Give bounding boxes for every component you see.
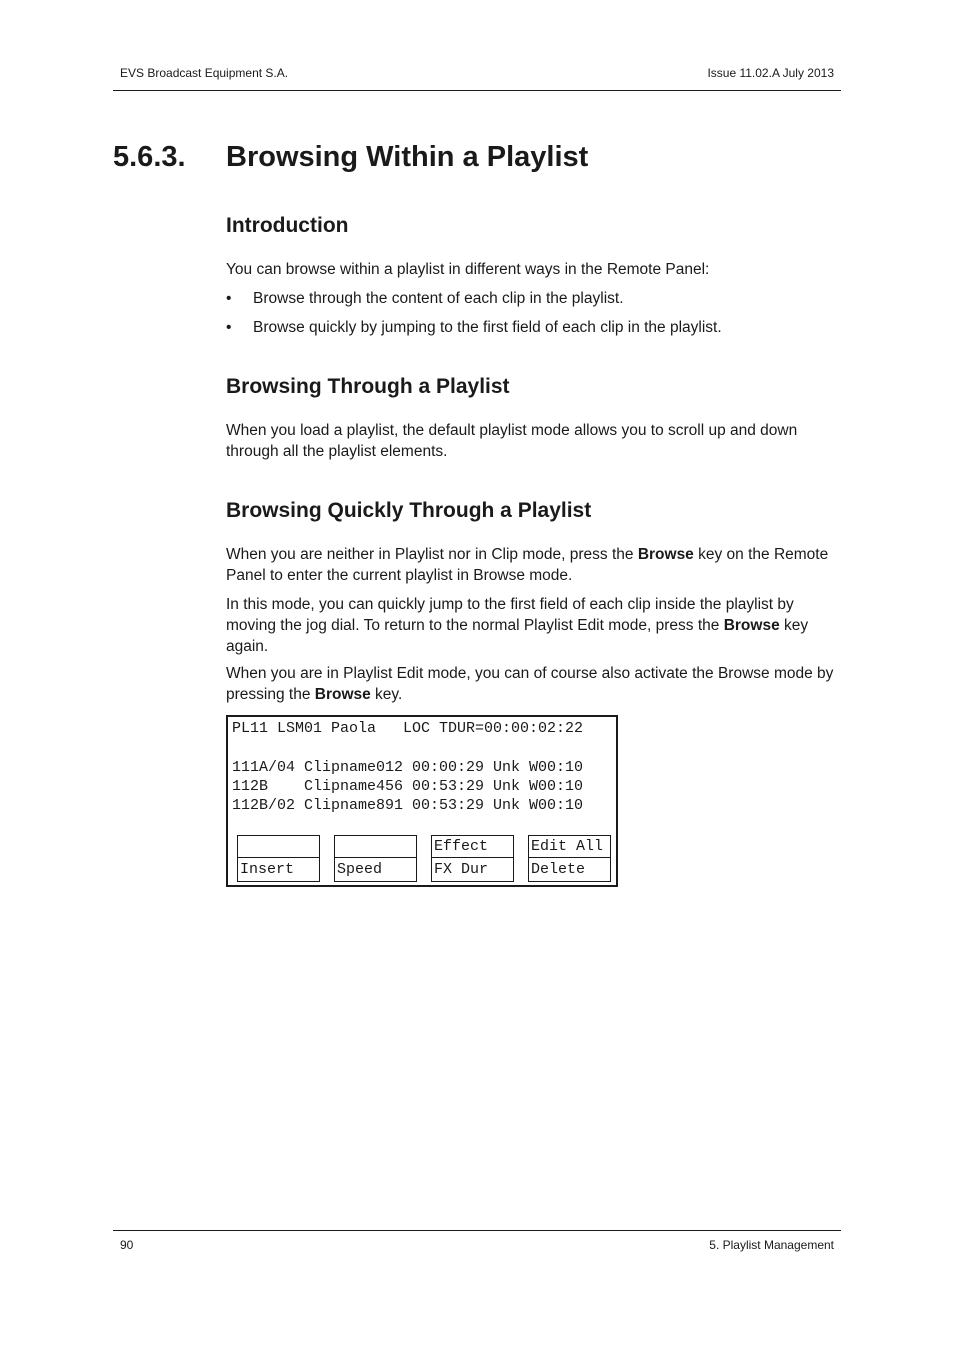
- header-rule: [113, 90, 841, 91]
- section-number: 5.6.3.: [113, 141, 186, 173]
- section-title: Browsing Within a Playlist: [226, 141, 589, 173]
- header-company: EVS Broadcast Equipment S.A.: [120, 66, 289, 80]
- screen-row: 111A/04 Clipname012 00:00:29 Unk W00:10: [232, 759, 584, 776]
- footer-chapter: 5. Playlist Management: [709, 1238, 834, 1252]
- footer-rule: [113, 1230, 841, 1231]
- page-number: 90: [120, 1238, 134, 1252]
- through-heading: Browsing Through a Playlist: [226, 375, 510, 398]
- bullet-dot: •: [226, 319, 232, 336]
- bullet-dot: •: [226, 290, 232, 307]
- softkey-edit-all: Edit All Delete: [528, 835, 611, 882]
- quick-para-3: When you are in Playlist Edit mode, you can of course also activate the Browse mode by pressing the Browse key.: [226, 665, 834, 703]
- softkey-speed: Speed: [334, 835, 417, 882]
- quick-para-2: In this mode, you can quickly jump to the first field of each clip inside the playlist by moving the jog dial. To return to the normal Playlist Edit mode, press the Browse key again.: [226, 596, 809, 655]
- browse-key-label: Browse: [314, 686, 371, 703]
- intro-heading: Introduction: [226, 214, 349, 237]
- softkey-effect: Effect FX Dur: [431, 835, 514, 882]
- browse-key-label: Browse: [723, 617, 780, 634]
- quick-para-1: When you are neither in Playlist nor in Clip mode, press the Browse key on the Remote Panel to enter the current playlist in Browse mode.: [226, 546, 829, 584]
- screen-header-line: PL11 LSM01 Paola LOC TDUR=00:00:02:22: [232, 720, 584, 737]
- screen-row: 112B/02 Clipname891 00:53:29 Unk W00:10: [232, 797, 584, 814]
- intro-text: You can browse within a playlist in different ways in the Remote Panel:: [226, 261, 710, 278]
- screen-row: 112B Clipname456 00:53:29 Unk W00:10: [232, 778, 584, 795]
- bullet-text: Browse through the content of each clip in the playlist.: [253, 290, 624, 307]
- quick-heading: Browsing Quickly Through a Playlist: [226, 499, 592, 522]
- softkey-insert: Insert: [237, 835, 320, 882]
- remote-panel-screen: [226, 715, 618, 887]
- through-text: When you load a playlist, the default playlist mode allows you to scroll up and down through all the playlist elements.: [226, 422, 798, 460]
- browse-key-label: Browse: [637, 546, 694, 563]
- header-issue: Issue 11.02.A July 2013: [707, 66, 834, 80]
- bullet-text: Browse quickly by jumping to the first field of each clip in the playlist.: [253, 319, 722, 336]
